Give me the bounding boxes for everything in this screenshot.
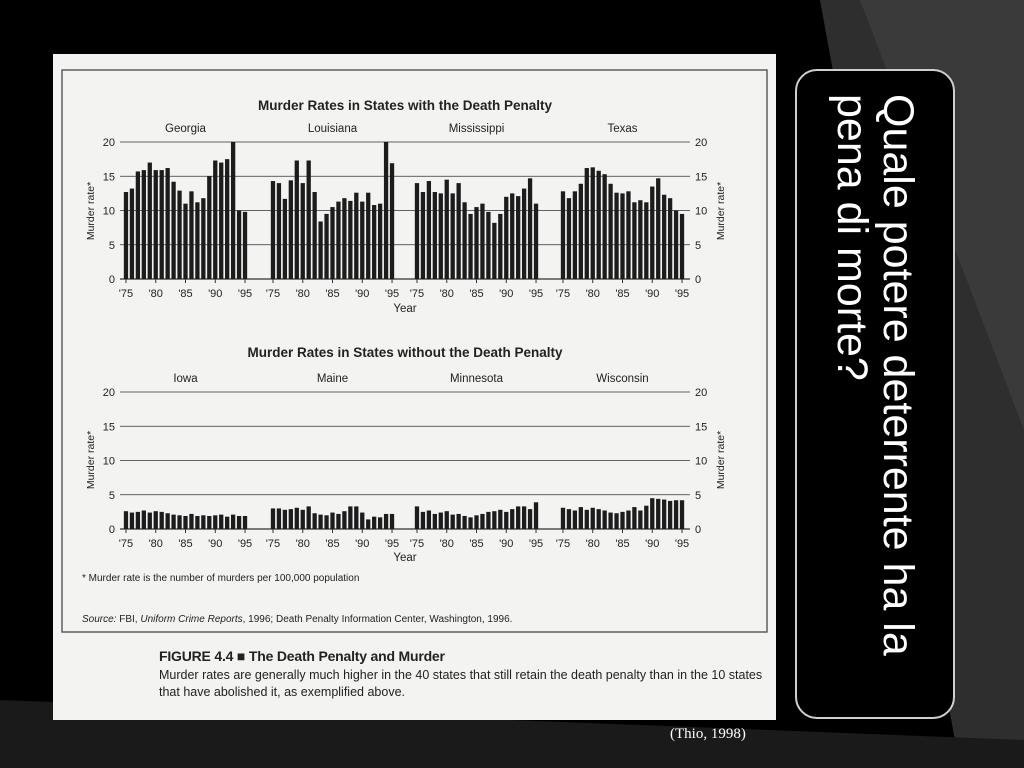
bar (445, 180, 449, 279)
bar (324, 515, 328, 529)
bar (656, 499, 660, 529)
bar (243, 516, 247, 529)
bar (421, 192, 425, 279)
bar (171, 182, 175, 279)
y-tick-label-left: 15 (102, 171, 115, 184)
bar (313, 192, 317, 279)
x-tick-label: '75 (409, 538, 425, 550)
bar (171, 515, 175, 529)
bar (237, 516, 241, 529)
y-tick-label-right: 0 (695, 524, 702, 536)
bar (201, 515, 205, 529)
x-tick-label: '90 (645, 538, 660, 550)
bar (124, 192, 128, 279)
x-tick-label: '90 (499, 538, 514, 550)
bar (231, 142, 235, 279)
bar (462, 516, 466, 529)
x-tick-label: '85 (178, 288, 193, 300)
x-tick-label: '80 (148, 538, 163, 550)
bar (307, 160, 311, 279)
bar (366, 519, 370, 529)
bar (277, 183, 281, 279)
bar (415, 183, 419, 279)
caption-title: FIGURE 4.4 ■ The Death Penalty and Murder (159, 648, 445, 664)
bar (277, 508, 281, 529)
bar (626, 191, 630, 279)
bar (498, 510, 502, 529)
bar (534, 204, 538, 279)
caption-text: Murder rates are generally much higher in the 40 states that still retain the death penalty than in the 10 states that have abolished it, as exemplified above. (159, 668, 763, 699)
x-tick-label: '90 (355, 538, 370, 550)
bar (231, 515, 235, 529)
bar (154, 511, 158, 529)
bar (591, 167, 595, 279)
bar (366, 193, 370, 279)
bar (384, 514, 388, 529)
bar (608, 513, 612, 529)
bar (614, 193, 618, 279)
bar (567, 509, 571, 529)
figure-caption (159, 648, 769, 701)
bar (650, 498, 654, 529)
bar (474, 515, 478, 529)
bar (457, 514, 461, 529)
x-tick-label: '80 (148, 288, 163, 300)
bar (439, 513, 443, 529)
bar (189, 191, 193, 279)
bar (427, 511, 431, 529)
bar (342, 511, 346, 529)
bar (644, 506, 648, 529)
bar (597, 171, 601, 279)
bar (433, 192, 437, 279)
bar (348, 201, 352, 279)
bar (390, 514, 394, 529)
slide-title-box (795, 69, 955, 719)
bar (528, 509, 532, 529)
bar (480, 514, 484, 529)
x-tick-label: '75 (118, 288, 134, 300)
y-tick-label-right: 15 (695, 421, 708, 434)
bar (318, 221, 322, 279)
x-tick-label: '90 (645, 288, 660, 300)
bar (136, 171, 140, 279)
bar (579, 507, 583, 529)
bar (166, 513, 170, 529)
bar (608, 184, 612, 279)
bar (674, 500, 678, 529)
chart-title: Murder Rates in States with the Death Penalty (257, 98, 553, 113)
bar (462, 202, 466, 279)
bar (650, 187, 654, 279)
x-tick-label: '80 (439, 538, 454, 550)
bar (301, 510, 305, 529)
bar (674, 211, 678, 280)
bar (378, 517, 382, 529)
x-tick-label: '85 (325, 288, 340, 300)
bar (632, 507, 636, 529)
bar (378, 204, 382, 279)
bar (668, 198, 672, 279)
bar (243, 212, 247, 279)
bar (457, 183, 461, 279)
bar (189, 514, 193, 529)
x-tick-label: '80 (295, 288, 310, 300)
bar (433, 514, 437, 529)
bar (486, 212, 490, 279)
y-tick-label-right: 15 (695, 171, 708, 184)
bar (468, 517, 472, 529)
bar (177, 191, 181, 279)
bar (504, 197, 508, 279)
x-tick-label: '95 (674, 288, 690, 300)
series-name-label: Louisiana (307, 123, 358, 135)
y-tick-label-left: 10 (102, 455, 115, 468)
x-tick-label: '75 (555, 538, 571, 550)
bar (439, 193, 443, 279)
bar (295, 160, 299, 279)
bar (154, 170, 158, 279)
x-tick-label: '75 (409, 288, 425, 300)
y-axis-label-right: Murder rate* (715, 181, 727, 241)
bar (591, 508, 595, 529)
source-line (82, 614, 512, 625)
bar (207, 176, 211, 279)
bar (522, 506, 526, 529)
bar (585, 168, 589, 279)
bar (510, 509, 514, 529)
x-tick-label: '85 (469, 538, 484, 550)
bar (668, 501, 672, 529)
bar (504, 512, 508, 529)
footnote: * Murder rate is the number of murders per 100,000 population (82, 573, 360, 584)
x-tick-label: '90 (355, 288, 370, 300)
y-tick-label-right: 5 (695, 239, 702, 252)
bar (148, 513, 152, 529)
bar (307, 506, 311, 529)
bar (534, 502, 538, 529)
bar (632, 202, 636, 279)
x-tick-label: '95 (384, 288, 400, 300)
bar (213, 160, 217, 279)
bar (225, 159, 229, 279)
bar (561, 508, 565, 529)
bar (160, 170, 164, 279)
bar (579, 184, 583, 279)
bar (516, 506, 520, 529)
bar (124, 511, 128, 529)
x-tick-label: '80 (585, 538, 600, 550)
x-tick-label: '80 (295, 538, 310, 550)
bar (360, 513, 364, 529)
x-tick-label: '95 (384, 538, 400, 550)
bar (573, 511, 577, 529)
bar (183, 204, 187, 279)
bar (620, 512, 624, 529)
x-tick-label: '85 (325, 538, 340, 550)
bar (620, 193, 624, 279)
source-italic: Uniform Crime Reports (140, 614, 243, 625)
y-axis-label-left: Murder rate* (85, 430, 97, 490)
series-name-label: Georgia (165, 123, 206, 135)
bar (597, 509, 601, 529)
bar (342, 198, 346, 279)
bar (415, 506, 419, 529)
x-tick-label: '80 (585, 288, 600, 300)
bar (295, 508, 299, 529)
bar (348, 506, 352, 529)
x-tick-label: '75 (118, 538, 134, 550)
bar (225, 517, 229, 529)
y-tick-label-right: 20 (695, 387, 708, 399)
bar (195, 516, 199, 529)
x-tick-label: '90 (208, 538, 223, 550)
bar (498, 214, 502, 279)
x-tick-label: '95 (528, 288, 544, 300)
bar (219, 163, 223, 279)
bar (390, 163, 394, 279)
bar (330, 207, 334, 279)
y-tick-label-left: 0 (108, 524, 115, 536)
bar (237, 211, 241, 280)
bar (213, 515, 217, 529)
x-tick-label: '90 (499, 288, 514, 300)
x-tick-label: '85 (615, 538, 630, 550)
bar (585, 510, 589, 529)
bar (283, 199, 287, 279)
chart-title: Murder Rates in States without the Death Penalty (247, 345, 563, 360)
source-text: FBI, (116, 614, 141, 625)
x-tick-label: '80 (439, 288, 454, 300)
bar (573, 191, 577, 279)
bar (421, 512, 425, 529)
y-tick-label-left: 0 (108, 274, 115, 286)
bar (160, 512, 164, 529)
y-tick-label-right: 0 (695, 274, 702, 286)
bar (614, 513, 618, 529)
bar (474, 207, 478, 279)
bar (445, 511, 449, 529)
bar (142, 511, 146, 529)
bar (662, 500, 666, 529)
series-name-label: Minnesota (449, 373, 504, 385)
series-name-label: Wisconsin (596, 373, 649, 385)
bar (372, 517, 376, 529)
bar (427, 181, 431, 279)
bar (142, 170, 146, 279)
bar (289, 180, 293, 279)
bar (638, 200, 642, 279)
charts-layer (85, 98, 727, 564)
bar (644, 202, 648, 279)
x-tick-label: '75 (265, 538, 281, 550)
x-tick-label: '95 (528, 538, 544, 550)
x-tick-label: '85 (178, 538, 193, 550)
bar (680, 500, 684, 529)
bar (301, 183, 305, 279)
x-tick-label: '75 (555, 288, 571, 300)
source-label: Source: (82, 614, 117, 625)
bar (680, 214, 684, 279)
bar (516, 196, 520, 279)
bar (561, 191, 565, 279)
bar (522, 189, 526, 279)
bar (626, 511, 630, 529)
series-name-label: Maine (316, 373, 349, 385)
figure-svg (53, 54, 776, 720)
bar (136, 512, 140, 529)
bar (330, 513, 334, 529)
bar (603, 511, 607, 529)
bar (130, 189, 134, 279)
x-tick-label: '75 (265, 288, 281, 300)
bar (480, 204, 484, 279)
bar (289, 509, 293, 529)
bar (451, 515, 455, 529)
x-axis-label: Year (393, 303, 417, 315)
source-rest: , 1996; Death Penalty Information Center, Washington, 1996. (242, 614, 513, 625)
bar (207, 516, 211, 529)
bar (372, 205, 376, 279)
bar (662, 195, 666, 279)
y-tick-label-right: 10 (695, 205, 708, 218)
citation: (Thio, 1998) (670, 726, 746, 742)
bar (510, 193, 514, 279)
bar (283, 510, 287, 529)
y-tick-label-left: 10 (102, 205, 115, 218)
y-tick-label-right: 20 (695, 137, 708, 149)
bar (354, 506, 358, 529)
x-tick-label: '95 (237, 538, 253, 550)
bar (656, 178, 660, 279)
y-tick-label-right: 10 (695, 455, 708, 468)
x-axis-label: Year (393, 552, 417, 564)
bar (360, 202, 364, 279)
slide-title: Quale potere deterrente ha la pena di morte? (828, 94, 922, 656)
figure-panel (53, 54, 776, 720)
bar (195, 202, 199, 279)
bar (603, 174, 607, 279)
bar (354, 193, 358, 279)
bar (166, 168, 170, 279)
bar (201, 198, 205, 279)
bar (468, 214, 472, 279)
y-tick-label-left: 5 (108, 489, 115, 502)
bar (492, 511, 496, 529)
bar (219, 515, 223, 529)
bar (492, 223, 496, 279)
series-name-label: Texas (607, 123, 638, 135)
bar (528, 178, 532, 279)
bar (336, 202, 340, 279)
x-tick-label: '95 (674, 538, 690, 550)
x-tick-label: '85 (615, 288, 630, 300)
y-tick-label-left: 15 (102, 421, 115, 434)
y-tick-label-left: 20 (102, 387, 115, 399)
bar (130, 513, 134, 529)
bar (451, 193, 455, 279)
bar (567, 198, 571, 279)
series-name-label: Mississippi (448, 123, 505, 135)
bar (638, 511, 642, 529)
bar (324, 214, 328, 279)
x-tick-label: '85 (469, 288, 484, 300)
bar (384, 142, 388, 279)
y-tick-label-left: 20 (102, 137, 115, 149)
bar (271, 181, 275, 279)
bar (486, 512, 490, 529)
bar (336, 514, 340, 529)
y-axis-label-left: Murder rate* (85, 181, 97, 241)
y-tick-label-right: 5 (695, 489, 702, 502)
bar (318, 515, 322, 529)
bar (313, 513, 317, 529)
bar (148, 163, 152, 279)
series-name-label: Iowa (173, 373, 198, 385)
y-axis-label-right: Murder rate* (715, 430, 727, 490)
y-tick-label-left: 5 (108, 239, 115, 252)
bar (183, 516, 187, 529)
x-tick-label: '95 (237, 288, 253, 300)
bar (177, 515, 181, 529)
x-tick-label: '90 (208, 288, 223, 300)
bar (271, 508, 275, 529)
